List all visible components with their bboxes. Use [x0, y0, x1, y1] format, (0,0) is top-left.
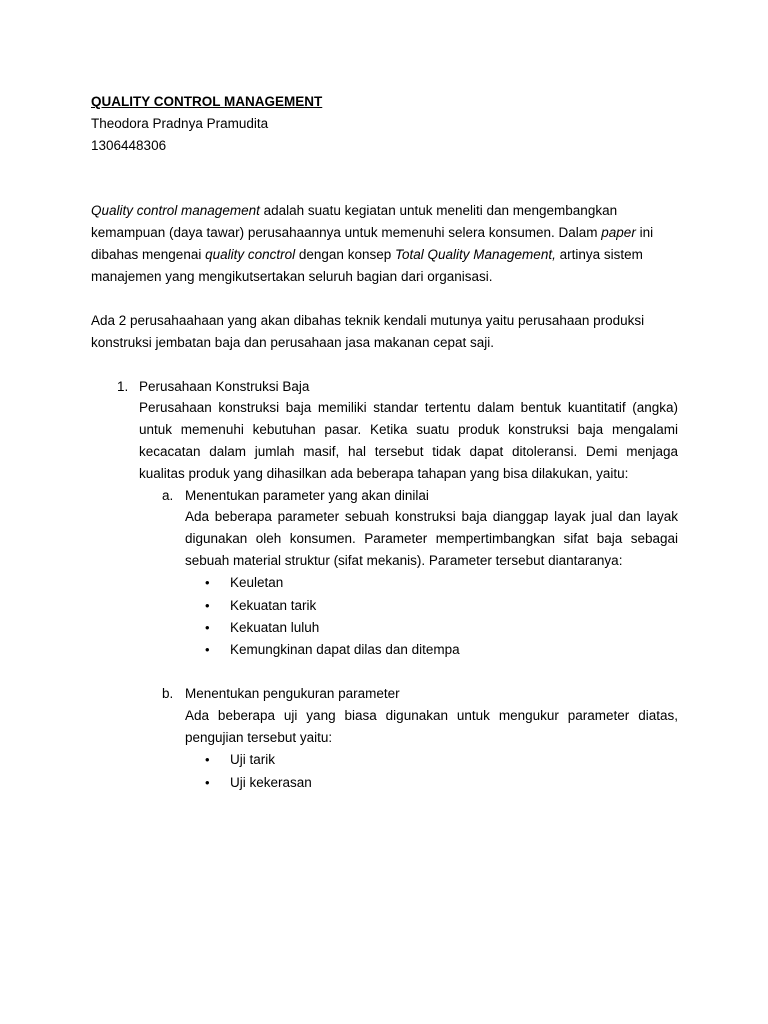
section-1-line-4: kualitas produk yang dihasilkan ada beberapa tahapan yang bisa dilakukan, yaitu: — [139, 466, 629, 481]
sub-a-bullet-3: Kekuatan luluh — [230, 620, 320, 635]
document-title: QUALITY CONTROL MANAGEMENT — [91, 94, 323, 109]
sub-a-letter: a. — [162, 488, 174, 503]
section-1-line-2: untuk memenuhi kebutuhan pasar. Ketika suatu produk konstruksi baja mengalami — [139, 422, 678, 437]
sub-b-line-2: pengujian tersebut yaitu: — [185, 730, 333, 745]
intro-text: dengan konsep — [295, 247, 395, 262]
intro-term-italic: Quality control management — [91, 203, 260, 218]
intro-line-3 — [91, 247, 643, 262]
sub-a-line-3: sebuah material struktur (sifat mekanis). Parameter tersebut diantaranya: — [185, 553, 623, 568]
intro-text: kemampuan (daya tawar) perusahaannya untuk memenuhi selera konsumen. Dalam — [91, 225, 602, 240]
intro-term-italic: paper — [601, 225, 636, 240]
section-1-line-3: kecacatan dalam jumlah masif, hal tersebut tidak dapat ditoleransi. Demi menjaga — [139, 444, 678, 459]
intro-line-1 — [91, 203, 617, 218]
sub-a-bullet-1: Keuletan — [230, 575, 284, 590]
bullet-marker: • — [205, 620, 210, 635]
sub-b-bullet-1: Uji tarik — [230, 752, 276, 767]
bullet-marker: • — [205, 642, 210, 657]
intro-text: dibahas mengenai — [91, 247, 206, 262]
intro-text: artinya sistem — [555, 247, 643, 262]
sub-b-line-1: Ada beberapa uji yang biasa digunakan untuk mengukur parameter diatas, — [185, 708, 678, 723]
sub-b-letter: b. — [162, 686, 174, 701]
sub-a-bullet-4: Kemungkinan dapat dilas dan ditempa — [230, 642, 460, 657]
intro-term-italic: Total Quality Management, — [394, 247, 556, 262]
intro-line-4: manajemen yang mengikutsertakan seluruh bagian dari organisasi. — [91, 269, 493, 284]
section-1-heading: Perusahaan Konstruksi Baja — [139, 379, 310, 394]
bullet-marker: • — [205, 575, 210, 590]
section-1-line-1: Perusahaan konstruksi baja memiliki standar tertentu dalam bentuk kuantitatif (angka) — [139, 400, 678, 415]
intro-line-2 — [91, 225, 653, 240]
bullet-marker: • — [205, 775, 210, 790]
bullet-marker: • — [205, 598, 210, 613]
para2-line-2: konstruksi jembatan baja dan perusahaan jasa makanan cepat saji. — [91, 335, 495, 350]
student-id: 1306448306 — [91, 138, 167, 153]
para2-line-1: Ada 2 perusahaahaan yang akan dibahas teknik kendali mutunya yaitu perusahaan produksi — [91, 313, 645, 328]
intro-term-italic: quality conctrol — [205, 247, 296, 262]
author-name: Theodora Pradnya Pramudita — [91, 116, 269, 131]
intro-text: ini — [635, 225, 654, 240]
sub-b-heading: Menentukan pengukuran parameter — [185, 686, 400, 701]
sub-a-line-1: Ada beberapa parameter sebuah konstruksi baja dianggap layak jual dan layak — [185, 509, 678, 524]
bullet-marker: • — [205, 752, 210, 767]
sub-a-line-2: digunakan oleh konsumen. Parameter mempertimbangkan sifat baja sebagai — [185, 531, 678, 546]
section-1-number: 1. — [117, 379, 129, 394]
intro-text: adalah suatu kegiatan untuk meneliti dan mengembangkan — [259, 203, 618, 218]
sub-a-heading: Menentukan parameter yang akan dinilai — [185, 488, 429, 503]
sub-b-bullet-2: Uji kekerasan — [230, 775, 312, 790]
sub-a-bullet-2: Kekuatan tarik — [230, 598, 317, 613]
